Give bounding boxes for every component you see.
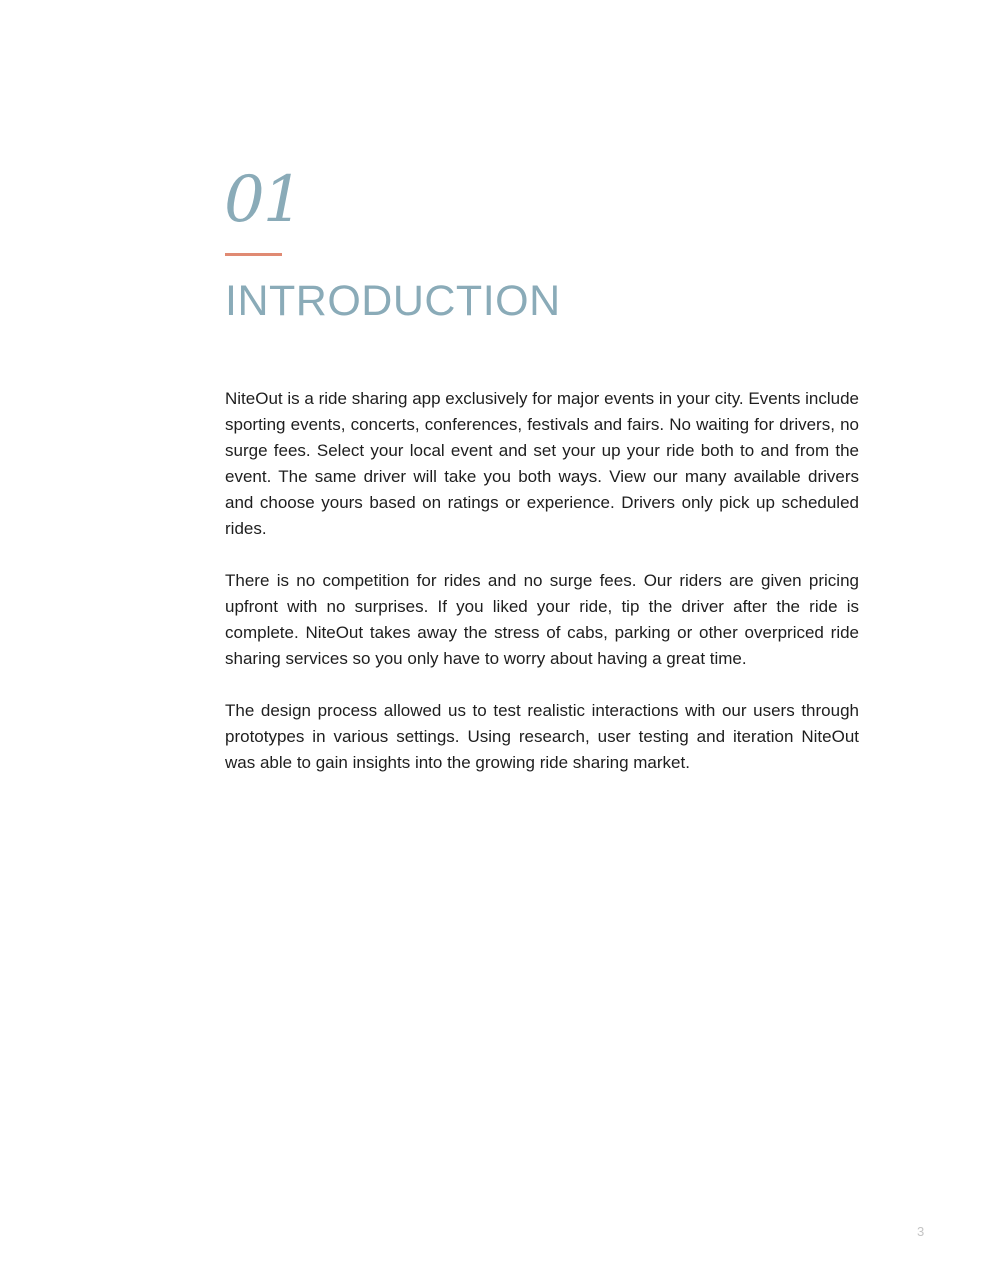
page-number: 3 <box>917 1224 925 1239</box>
body-text <box>225 386 859 802</box>
chapter-number: 01 <box>224 163 302 237</box>
paragraph-intro: NiteOut is a ride sharing app exclusively for major events in your city. Events include sporting events, concerts, conferences, festivals and fairs. No waiting for drivers, no surge fees. Select your local event and set your up your ride both to and from the event. The same driver will take you both ways. View our many available drivers and choose yours based on ratings or experience. Drivers only pick up scheduled rides. <box>225 389 859 538</box>
paragraph-pricing: There is no competition for rides and no surge fees. Our riders are given pricing upfront with no surprises. If you liked your ride, tip the driver after the ride is complete. NiteOut takes away the stress of cabs, parking or other overpriced ride sharing services so you only have to worry about having a great time. <box>225 571 859 668</box>
section-title: INTRODUCTION <box>225 277 561 325</box>
paragraph-design-process: The design process allowed us to test realistic interactions with our users through prototypes in various settings. Using research, user testing and iteration NiteOut was able to gain insights into the growing ride sharing market. <box>225 701 859 772</box>
accent-divider <box>225 253 282 256</box>
